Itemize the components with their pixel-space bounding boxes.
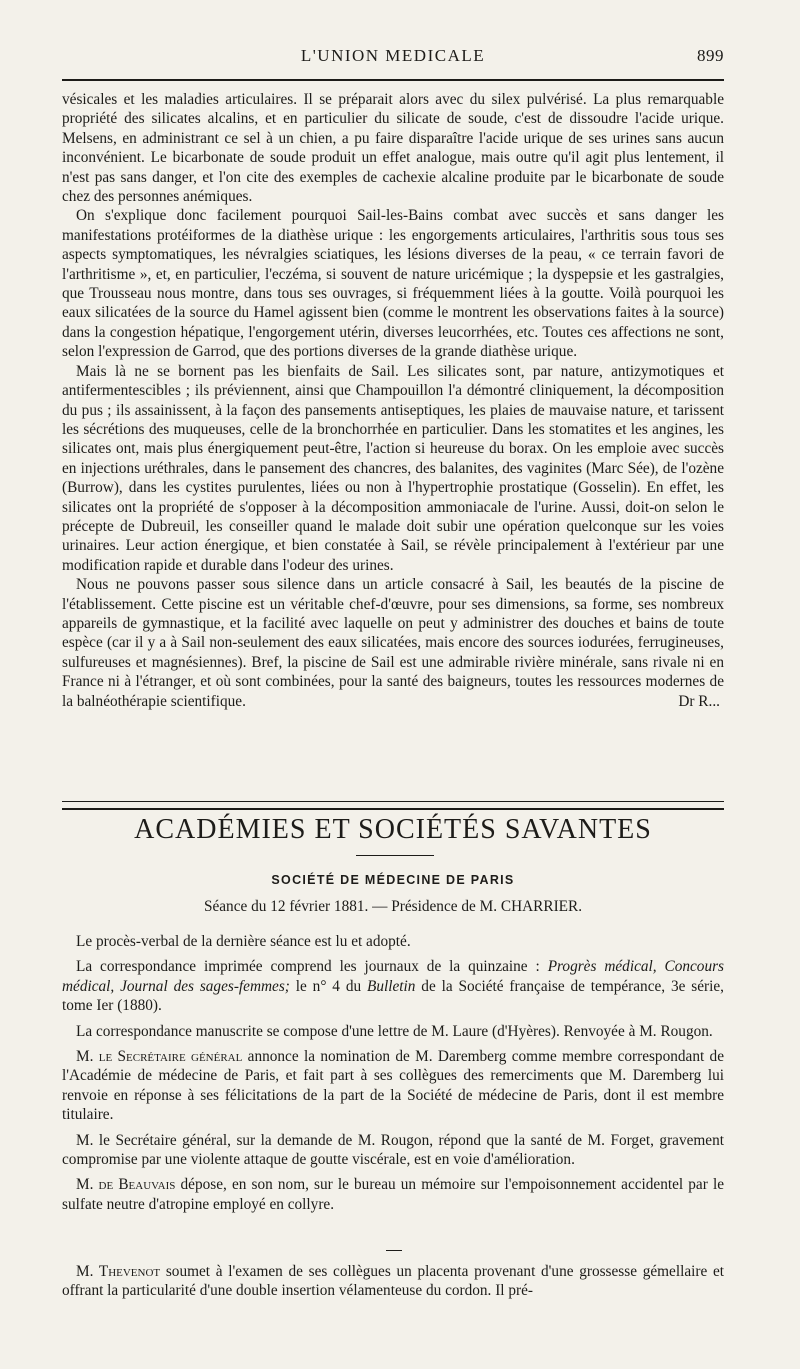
minutes-paragraph-1: Le procès-verbal de la dernière séance est lu et adopté.	[76, 933, 411, 950]
section-separator	[62, 801, 724, 810]
article-signature: Dr R...	[678, 692, 720, 710]
page-header	[62, 46, 724, 76]
minutes-p6-text: dépose, en son nom, sur le bureau un mémoire sur l'empoisonnement accidentel par le sulfate neutre d'atropine employé en collyre.	[62, 1176, 724, 1213]
title-underline	[356, 855, 434, 856]
minutes-paragraph-2	[62, 957, 724, 1015]
minutes-p2-a: La correspondance imprimée comprend les journaux de la quinzaine :	[76, 958, 548, 976]
minutes-p6-lead: M. de Beauvais	[76, 1176, 176, 1194]
minutes-p2-e: de la Société française de tempérance, 3e série, tome Ier (1880).	[62, 977, 724, 1015]
minutes-p7-lead: M. Thevenot	[76, 1263, 161, 1280]
article-paragraph-1: vésicales et les maladies articulaires. Il se préparait alors avec du silex pulvérisé. La plus remarquable propriété des silicates alcalins, et en particulier du silicate de soude, c'est de dissoudre l'acide urique. Melsens, en administrant ce sel à un chien, a pu faire disparaître l'acide urique de ses urines sans aucun inconvénient. Le bicarbonate de soude produit un effet analogue, mais outre qu'il agit plus lentement, il n'est pas sans danger, et l'on cite des exemples de cachexie alcaline produite par le bicarbonate de soude chez des personnes anémiques.	[62, 91, 724, 206]
meeting-line: Séance du 12 février 1881. — Présidence de M. CHARRIER.	[203, 898, 583, 915]
running-title: L'UNION MEDICALE	[300, 46, 486, 65]
minutes-p7-text: soumet à l'examen de ses collègues un placenta provenant d'une grossesse gémellaire et offrant la particularité d'une double insertion vélamenteuse du cordon. Il pré-	[62, 1263, 724, 1300]
minutes-paragraph-3: La correspondance manuscrite se compose d'une lettre de M. Laure (d'Hyères). Renvoyée à M. Rougon.	[76, 1022, 713, 1040]
minutes-paragraph-4	[62, 1047, 724, 1125]
page-number: 899	[697, 46, 724, 65]
minutes-p2-c: le n° 4 du	[289, 977, 367, 995]
minutes-body	[62, 932, 724, 1220]
minutes-final	[62, 1262, 724, 1301]
section-title: ACADÉMIES ET SOCIÉTÉS SAVANTES	[134, 814, 652, 845]
article-paragraph-2: On s'explique donc facilement pourquoi Sail-les-Bains combat avec succès et sans danger les manifestations protéiformes de la diathèse urique : les engorgements articulaires, l'arthritis sous tous ses aspects symptomatiques, les névralgies sciatiques, les lésions diverses de la peau, « ce terrain favori de l'arthritisme », et, en particulier, l'eczéma, si souvent de nature uricémique ; la dyspepsie et les gastralgies, que Trousseau nous montre, dans tous ses ouvrages, si fréquemment liées à la goutte. Voilà pourquoi les eaux silicatées de la source du Hamel agissent bien (comme le montrent les observations faites à la source) dans la congestion hépatique, l'engorgement utérin, diverses leucorrhées, etc. Toutes ces affections ne sont, selon l'expression de Garrod, que des portions diverses de la grande diathèse urique.	[62, 207, 724, 361]
minutes-paragraph-6	[62, 1175, 724, 1214]
minutes-paragraph-5: M. le Secrétaire général, sur la demande de M. Rougon, répond que la santé de M. Forget, gravement compromise par une violente attaque de goutte viscérale, est en voie d'amélioration.	[62, 1131, 724, 1169]
bulletin-title: Bulletin	[367, 977, 416, 995]
article-paragraph-3: Mais là ne se bornent pas les bienfaits de Sail. Les silicates sont, par nature, antizymotiques et antifermentescibles ; ils préviennent, ainsi que Champouillon l'a démontré cliniquement, la décomposition du pus ; ils assainissent, à la façon des pansements antiseptiques, les plaies de mauvaise nature, et tarissent les sécrétions des muqueuses, celle de la bronchorrhée en particulier. Dans les stomatites et les angines, les silicates ont, mais plus énergiquement peut-être, l'action si heureuse du borax. On les emploie avec succès en injections uréthrales, dans le pansement des chancres, des balanites, des vaginites (Marc Sée), de l'ozène (Burrow), dans les cystites purulentes, liées ou non à l'hypertrophie prostatique (Gosselin). En effet, les silicates ont la propriété de s'opposer à la décomposition ammoniacale de l'urine. Aussi, doit-on selon le précepte de Dubreuil, les conseiller quand le malade doit subir une opération quelconque sur les voies urinaires. Leur action énergique, et bien constatée à Sail, se révèle principalement à l'extérieur par une modification rapide et durable dans l'odeur des urines.	[62, 362, 724, 574]
header-rule	[62, 79, 724, 81]
minutes-p4-text: annonce la nomination de M. Daremberg comme membre correspondant de l'Académie de médecine de Paris, et fait part à ses collègues des remerciments que M. Daremberg lui renvoie en réponse à ses félicitations de la part de la Société de médecine de Paris, dont il est membre titulaire.	[62, 1048, 724, 1124]
short-separator	[386, 1250, 402, 1251]
article-body	[62, 90, 724, 711]
society-name: SOCIÉTÉ DE MÉDECINE DE PARIS	[271, 873, 515, 887]
minutes-p4-lead: M. le Secrétaire général	[76, 1048, 243, 1066]
article-paragraph-4: Nous ne pouvons passer sous silence dans un article consacré à Sail, les beautés de la piscine de l'établissement. Cette piscine est un véritable chef-d'œuvre, pour ses dimensions, sa forme, ses nombreux appareils de gymnastique, et la facilité avec laquelle on peut y administrer des douches et bains de toute espèce (car il y a à Sail non-seulement des eaux silicatées, mais encore des sources iodurées, ferrugineuses, sulfureuses et magnésiennes). Bref, la piscine de Sail est une admirable rivière minérale, sans rivale ni en France ni à l'étranger, et où sont combinées, pour la santé des baigneurs, toutes les ressources modernes de la balnéothérapie scientifique.	[62, 576, 724, 710]
journal-titles: Progrès médical, Concours médical, Journal des sages-femmes;	[62, 958, 724, 995]
minutes-paragraph-7	[62, 1262, 724, 1301]
